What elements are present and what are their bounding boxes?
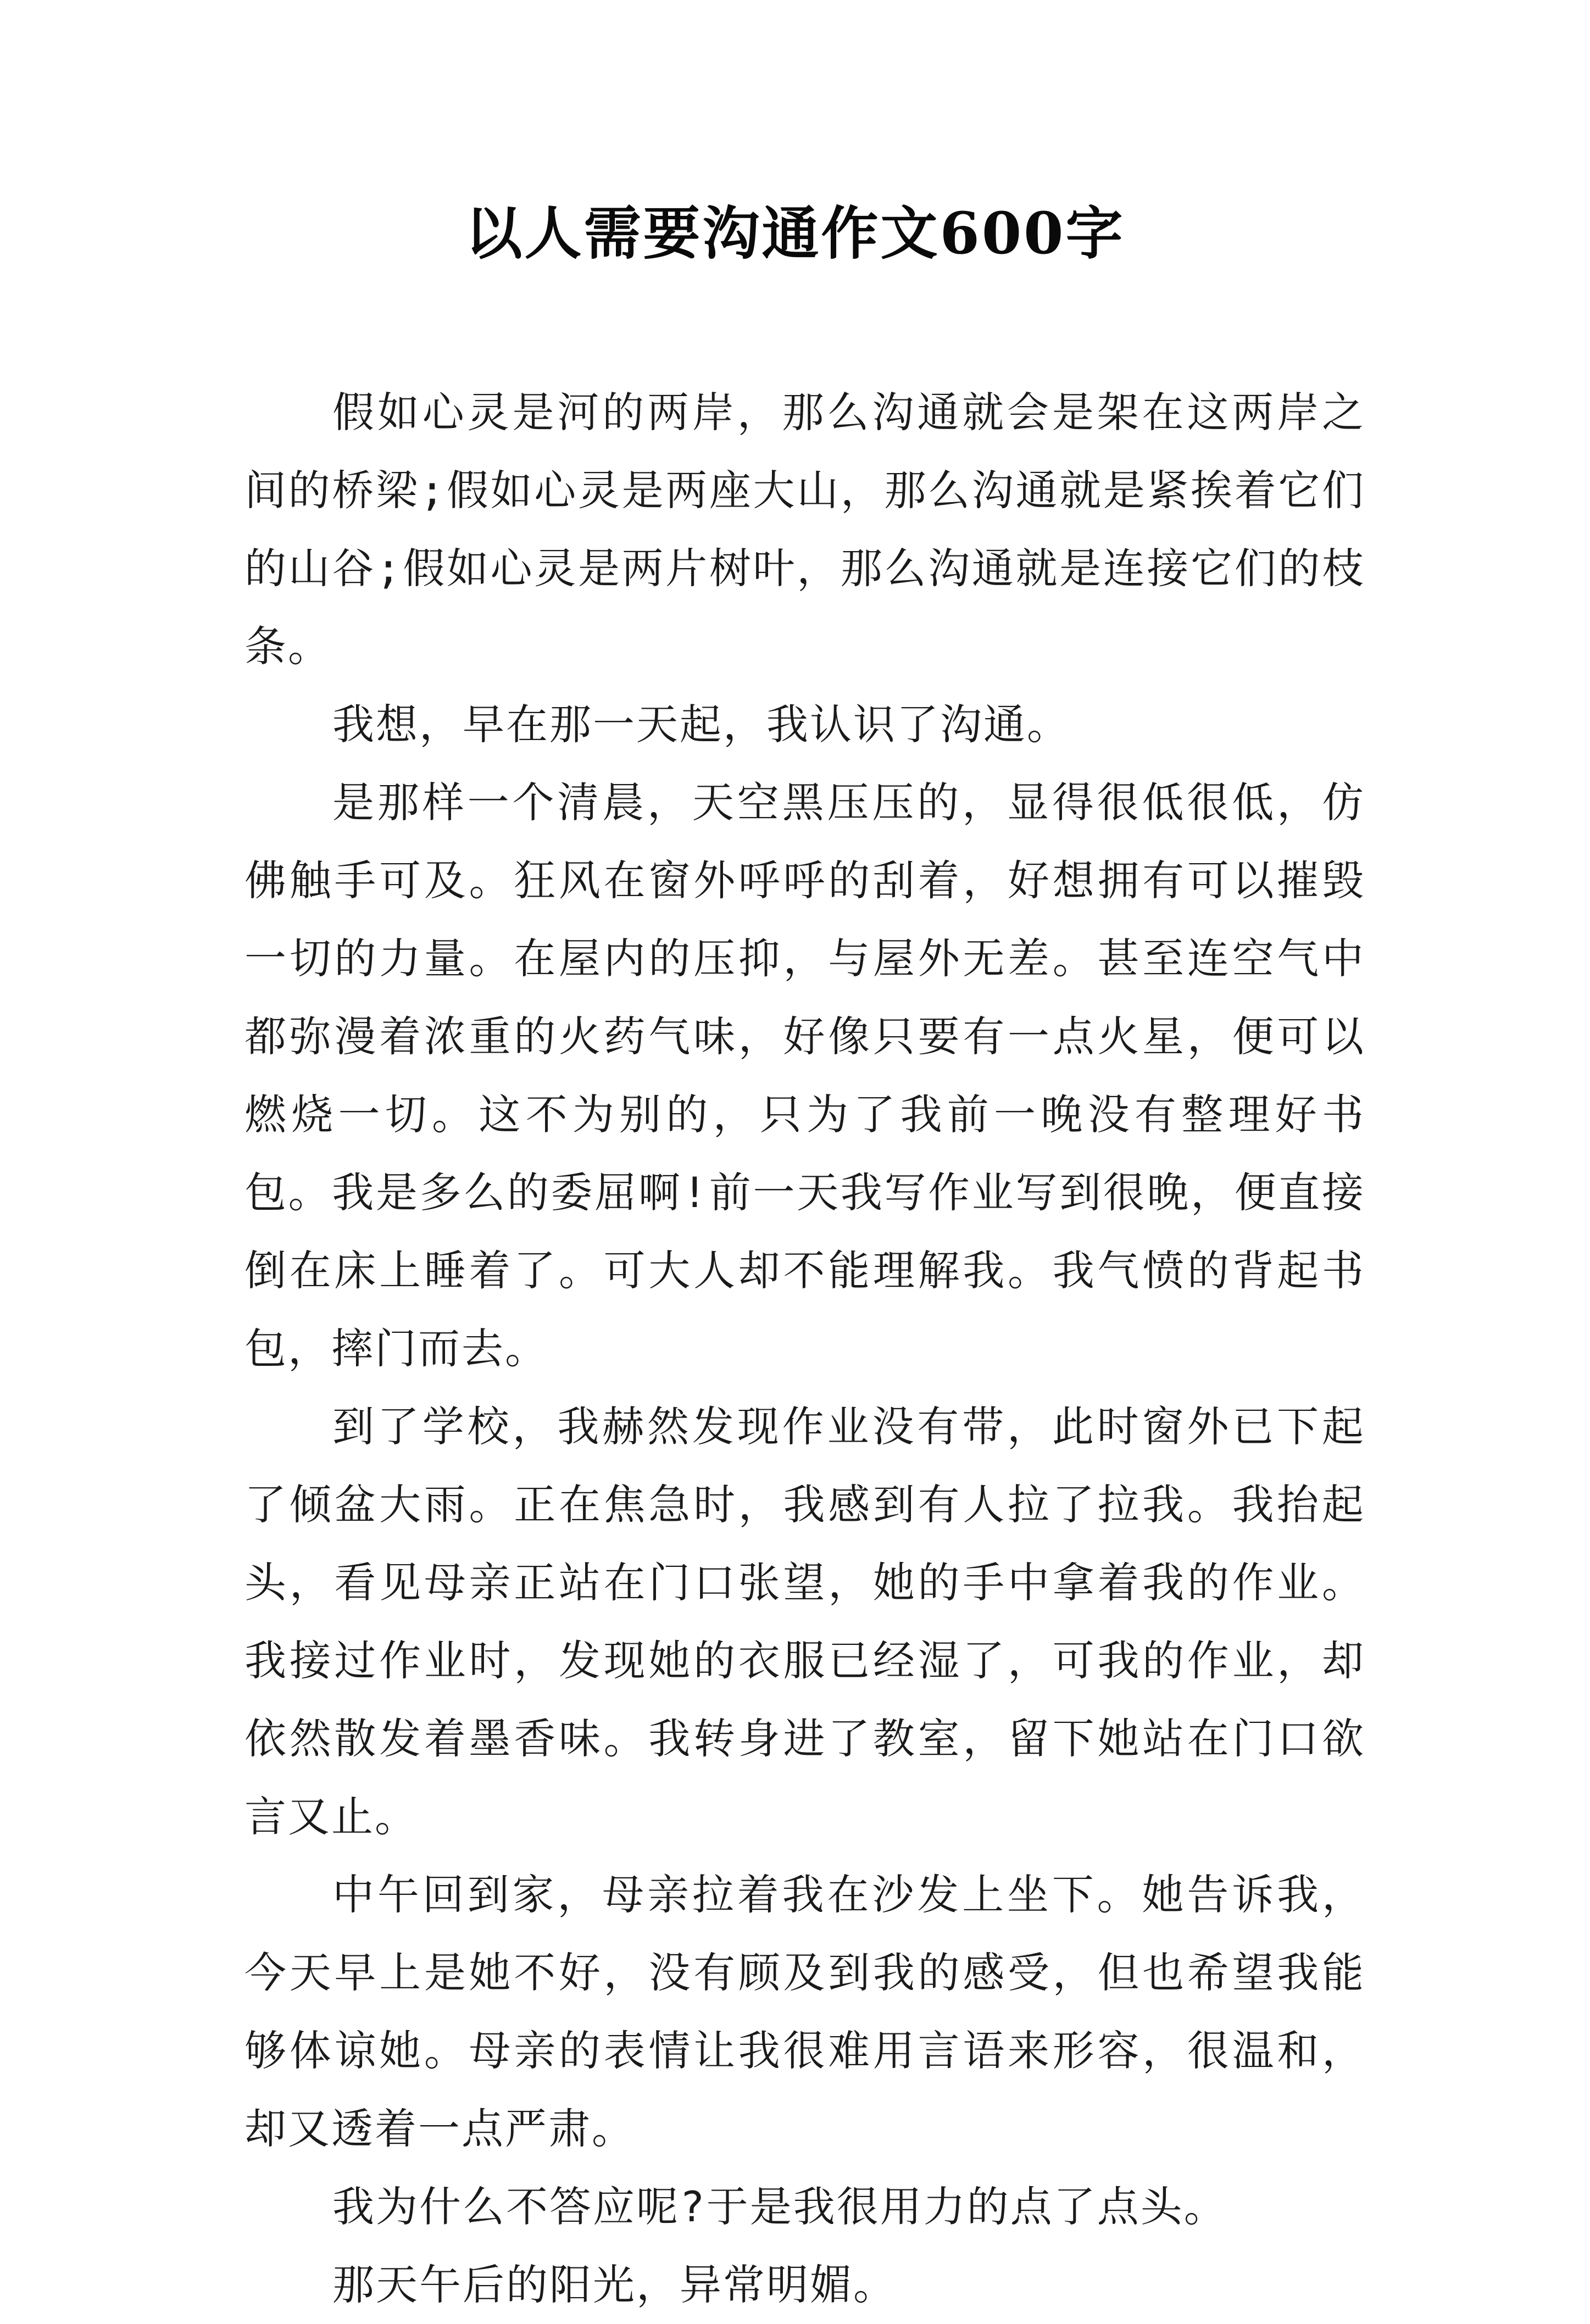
paragraph: 中午回到家，母亲拉着我在沙发上坐下。她告诉我，今天早上是她不好，没有顾及到我的感受，但也希望我能够体谅她。母亲的表情让我很难用言语来形容，很温和，却又透着一点严肃。 xyxy=(244,1870,1365,2153)
paragraph: 那天午后的阳光，异常明媚。 xyxy=(332,2260,897,2309)
paragraph: 我想，早在那一天起，我认识了沟通。 xyxy=(332,700,1070,749)
paragraph: 到了学校，我赫然发现作业没有带，此时窗外已下起了倾盆大雨。正在焦急时，我感到有人拉了拉我。我抬起头，看见母亲正站在门口张望，她的手中拿着我的作业。我接过作业时，发现她的衣服已经湿了，可我的作业，却依然散发着墨香味。我转身进了教室，留下她站在门口欲言又止。 xyxy=(244,1402,1365,1841)
document-title: 以人需要沟通作文600字 xyxy=(465,199,1125,267)
paragraph: 我为什么不答应呢?于是我很用力的点了点头。 xyxy=(332,2182,1227,2231)
paragraph: 假如心灵是河的两岸，那么沟通就会是架在这两岸之间的桥梁;假如心灵是两座大山，那么沟通就是紧挨着它们的山谷;假如心灵是两片树叶，那么沟通就是连接它们的枝条。 xyxy=(244,388,1365,671)
paragraph: 是那样一个清晨，天空黑压压的，显得很低很低，仿佛触手可及。狂风在窗外呼呼的刮着，好想拥有可以摧毁一切的力量。在屋内的压抑，与屋外无差。甚至连空气中都弥漫着浓重的火药气味，好像只要有一点火星，便可以燃烧一切。这不为别的，只为了我前一晚没有整理好书包。我是多么的委屈啊!前一天我写作业写到很晚，便直接倒在床上睡着了。可大人却不能理解我。我气愤的背起书包，摔门而去。 xyxy=(244,778,1365,1373)
document-body xyxy=(244,374,1365,2324)
